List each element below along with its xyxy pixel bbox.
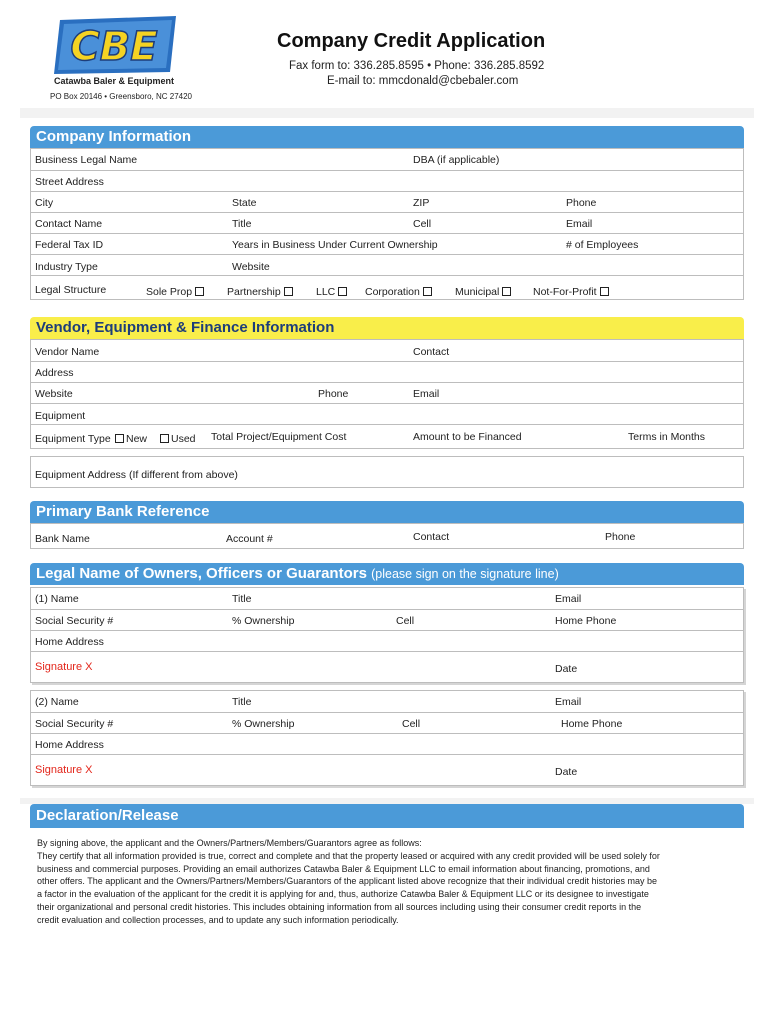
vendor-website-field[interactable]: Website bbox=[35, 388, 73, 400]
checkbox-icon[interactable] bbox=[115, 434, 124, 443]
form-row[interactable] bbox=[31, 382, 743, 404]
street-address-field[interactable]: Street Address bbox=[35, 176, 104, 188]
bank-name-field[interactable]: Bank Name bbox=[35, 533, 90, 545]
section-header-owners: Legal Name of Owners, Officers or Guarantors (please sign on the signature line) bbox=[30, 563, 744, 585]
owner-2-title-field[interactable]: Title bbox=[232, 696, 252, 708]
form-row[interactable] bbox=[31, 361, 743, 383]
employees-field[interactable]: # of Employees bbox=[566, 239, 639, 251]
section-header-vendor: Vendor, Equipment & Finance Information bbox=[30, 317, 744, 339]
equipment-address-field[interactable]: Equipment Address (If different from above) bbox=[35, 469, 238, 481]
form-row[interactable] bbox=[31, 149, 743, 171]
owner-1-home-phone-field[interactable]: Home Phone bbox=[555, 615, 617, 627]
form-row[interactable] bbox=[31, 340, 743, 362]
vendor-contact-field[interactable]: Contact bbox=[413, 346, 450, 358]
cell-field[interactable]: Cell bbox=[413, 218, 432, 230]
owner-2-cell-field[interactable]: Cell bbox=[402, 718, 421, 730]
owner-1-box bbox=[30, 587, 744, 683]
owner-1-ownership-field[interactable]: % Ownership bbox=[232, 615, 295, 627]
bank-contact-field[interactable]: Contact bbox=[413, 531, 450, 543]
email-line: E-mail to: mmcdonald@cbebaler.com bbox=[327, 75, 519, 87]
dba-field[interactable]: DBA (if applicable) bbox=[413, 154, 500, 166]
company-name: Catawba Baler & Equipment bbox=[54, 76, 175, 86]
total-cost-field[interactable]: Total Project/Equipment Cost bbox=[211, 431, 347, 443]
owner-1-ssn-field[interactable]: Social Security # bbox=[35, 615, 114, 627]
section-header-company: Company Information bbox=[30, 126, 744, 148]
company-logo bbox=[50, 14, 180, 76]
form-row[interactable] bbox=[31, 691, 743, 713]
industry-type-field[interactable]: Industry Type bbox=[35, 261, 98, 273]
checkbox-icon[interactable] bbox=[284, 287, 293, 296]
declaration-line: a factor in the evaluation of the applicant for the credit it is applying for and, thus, authorize Catawba Baler & Equipment LLC or its designee to investigate bbox=[37, 889, 649, 900]
partnership-checkbox[interactable]: Partnership bbox=[227, 286, 293, 298]
amount-financed-field[interactable]: Amount to be Financed bbox=[413, 431, 522, 443]
declaration-line: their organizational and personal credit histories. This includes obtaining information from all sources including using their consumer credit reports in the bbox=[37, 901, 642, 912]
years-in-business-field[interactable]: Years in Business Under Current Ownership bbox=[232, 239, 438, 251]
form-row[interactable] bbox=[31, 403, 743, 425]
bank-phone-field[interactable]: Phone bbox=[605, 531, 636, 543]
section-header-declaration: Declaration/Release bbox=[30, 804, 744, 828]
email-field[interactable]: Email bbox=[566, 218, 593, 230]
page-title: Company Credit Application bbox=[277, 30, 546, 52]
legal-structure-label: Legal Structure bbox=[35, 284, 107, 296]
owner-1-name-field[interactable]: (1) Name bbox=[35, 593, 79, 605]
owner-1-email-field[interactable]: Email bbox=[555, 593, 582, 605]
declaration-intro: By signing above, the applicant and the Owners/Partners/Members/Guarantors agree as follows: bbox=[37, 838, 422, 848]
corporation-checkbox[interactable]: Corporation bbox=[365, 286, 432, 298]
background-band bbox=[20, 108, 754, 118]
form-row[interactable] bbox=[31, 170, 743, 192]
owner-2-home-address-field[interactable]: Home Address bbox=[35, 739, 104, 751]
municipal-checkbox[interactable]: Municipal bbox=[455, 286, 511, 298]
state-field[interactable]: State bbox=[232, 197, 257, 209]
owner-2-home-phone-field[interactable]: Home Phone bbox=[561, 718, 623, 730]
owner-1-title-field[interactable]: Title bbox=[232, 593, 252, 605]
form-row[interactable] bbox=[31, 424, 743, 449]
svg-text:CBE: CBE bbox=[70, 24, 158, 70]
declaration-line: other offers. The applicant and the Owners/Partners/Members/Guarantors of the applicant listed above recognize that their individual credit histories may be bbox=[37, 876, 657, 887]
checkbox-icon[interactable] bbox=[160, 434, 169, 443]
form-row[interactable] bbox=[31, 191, 743, 213]
vendor-box bbox=[30, 339, 744, 449]
bank-box[interactable] bbox=[30, 523, 744, 549]
vendor-name-field[interactable]: Vendor Name bbox=[35, 346, 100, 358]
form-row[interactable] bbox=[31, 233, 743, 255]
contact-name-field[interactable]: Contact Name bbox=[35, 218, 103, 230]
llc-checkbox[interactable]: LLC bbox=[316, 286, 347, 298]
owner-1-cell-field[interactable]: Cell bbox=[396, 615, 415, 627]
account-field[interactable]: Account # bbox=[226, 533, 273, 545]
not-for-profit-checkbox[interactable]: Not-For-Profit bbox=[533, 286, 609, 298]
checkbox-icon[interactable] bbox=[423, 287, 432, 296]
owner-1-signature-field[interactable]: Signature X bbox=[35, 661, 93, 673]
title-field[interactable]: Title bbox=[232, 218, 252, 230]
form-row[interactable] bbox=[31, 630, 743, 652]
declaration-line: business and commercial purposes. Providing an email authorizes Catawba Baler & Equipment LLC to email information about financing, promotions, and bbox=[37, 863, 650, 874]
equipment-address-box[interactable] bbox=[30, 456, 744, 488]
checkbox-icon[interactable] bbox=[600, 287, 609, 296]
equipment-type-label: Equipment Type bbox=[35, 433, 111, 445]
phone-field[interactable]: Phone bbox=[566, 197, 597, 209]
checkbox-icon[interactable] bbox=[195, 287, 204, 296]
signature-row[interactable] bbox=[31, 754, 743, 786]
owner-1-date-field[interactable]: Date bbox=[555, 663, 578, 675]
vendor-phone-field[interactable]: Phone bbox=[318, 388, 349, 400]
sole-prop-checkbox[interactable]: Sole Prop bbox=[146, 286, 204, 298]
declaration-line: They certify that all information provided is true, correct and complete and that the property leased or acquired with any credit provided will be used solely for bbox=[37, 850, 660, 861]
federal-tax-id-field[interactable]: Federal Tax ID bbox=[35, 239, 104, 251]
legal-structure-row bbox=[31, 275, 743, 300]
checkbox-icon[interactable] bbox=[338, 287, 347, 296]
form-row[interactable] bbox=[31, 733, 743, 755]
equipment-field[interactable]: Equipment bbox=[35, 410, 86, 422]
owner-2-email-field[interactable]: Email bbox=[555, 696, 582, 708]
form-row[interactable] bbox=[31, 609, 743, 631]
cbe-logo-icon bbox=[50, 14, 180, 76]
form-row[interactable] bbox=[31, 588, 743, 610]
owner-2-date-field[interactable]: Date bbox=[555, 766, 578, 778]
terms-field[interactable]: Terms in Months bbox=[628, 431, 706, 443]
fax-phone-line: Fax form to: 336.285.8595 • Phone: 336.285.8592 bbox=[289, 60, 545, 72]
form-row[interactable] bbox=[31, 212, 743, 234]
vendor-address-field[interactable]: Address bbox=[35, 367, 74, 379]
company-address: PO Box 20146 • Greensboro, NC 27420 bbox=[50, 92, 192, 101]
owner-1-home-address-field[interactable]: Home Address bbox=[35, 636, 104, 648]
owner-2-ownership-field[interactable]: % Ownership bbox=[232, 718, 295, 730]
signature-row[interactable] bbox=[31, 651, 743, 683]
company-info-box bbox=[30, 148, 744, 300]
website-field[interactable]: Website bbox=[232, 261, 270, 273]
business-legal-name-field[interactable]: Business Legal Name bbox=[35, 154, 138, 166]
owner-2-ssn-field[interactable]: Social Security # bbox=[35, 718, 114, 730]
owner-2-signature-field[interactable]: Signature X bbox=[35, 764, 93, 776]
section-header-bank: Primary Bank Reference bbox=[30, 501, 744, 523]
used-checkbox[interactable]: Used bbox=[160, 433, 196, 445]
form-row[interactable] bbox=[31, 712, 743, 734]
owner-2-box bbox=[30, 690, 744, 786]
zip-field[interactable]: ZIP bbox=[413, 197, 430, 209]
checkbox-icon[interactable] bbox=[502, 287, 511, 296]
city-field[interactable]: City bbox=[35, 197, 54, 209]
form-row[interactable] bbox=[31, 254, 743, 276]
declaration-line: credit evaluation and collection processes, and to update any such information periodically. bbox=[37, 914, 399, 925]
vendor-email-field[interactable]: Email bbox=[413, 388, 440, 400]
owner-2-name-field[interactable]: (2) Name bbox=[35, 696, 79, 708]
new-checkbox[interactable]: New bbox=[115, 433, 147, 445]
declaration-text bbox=[37, 837, 742, 927]
